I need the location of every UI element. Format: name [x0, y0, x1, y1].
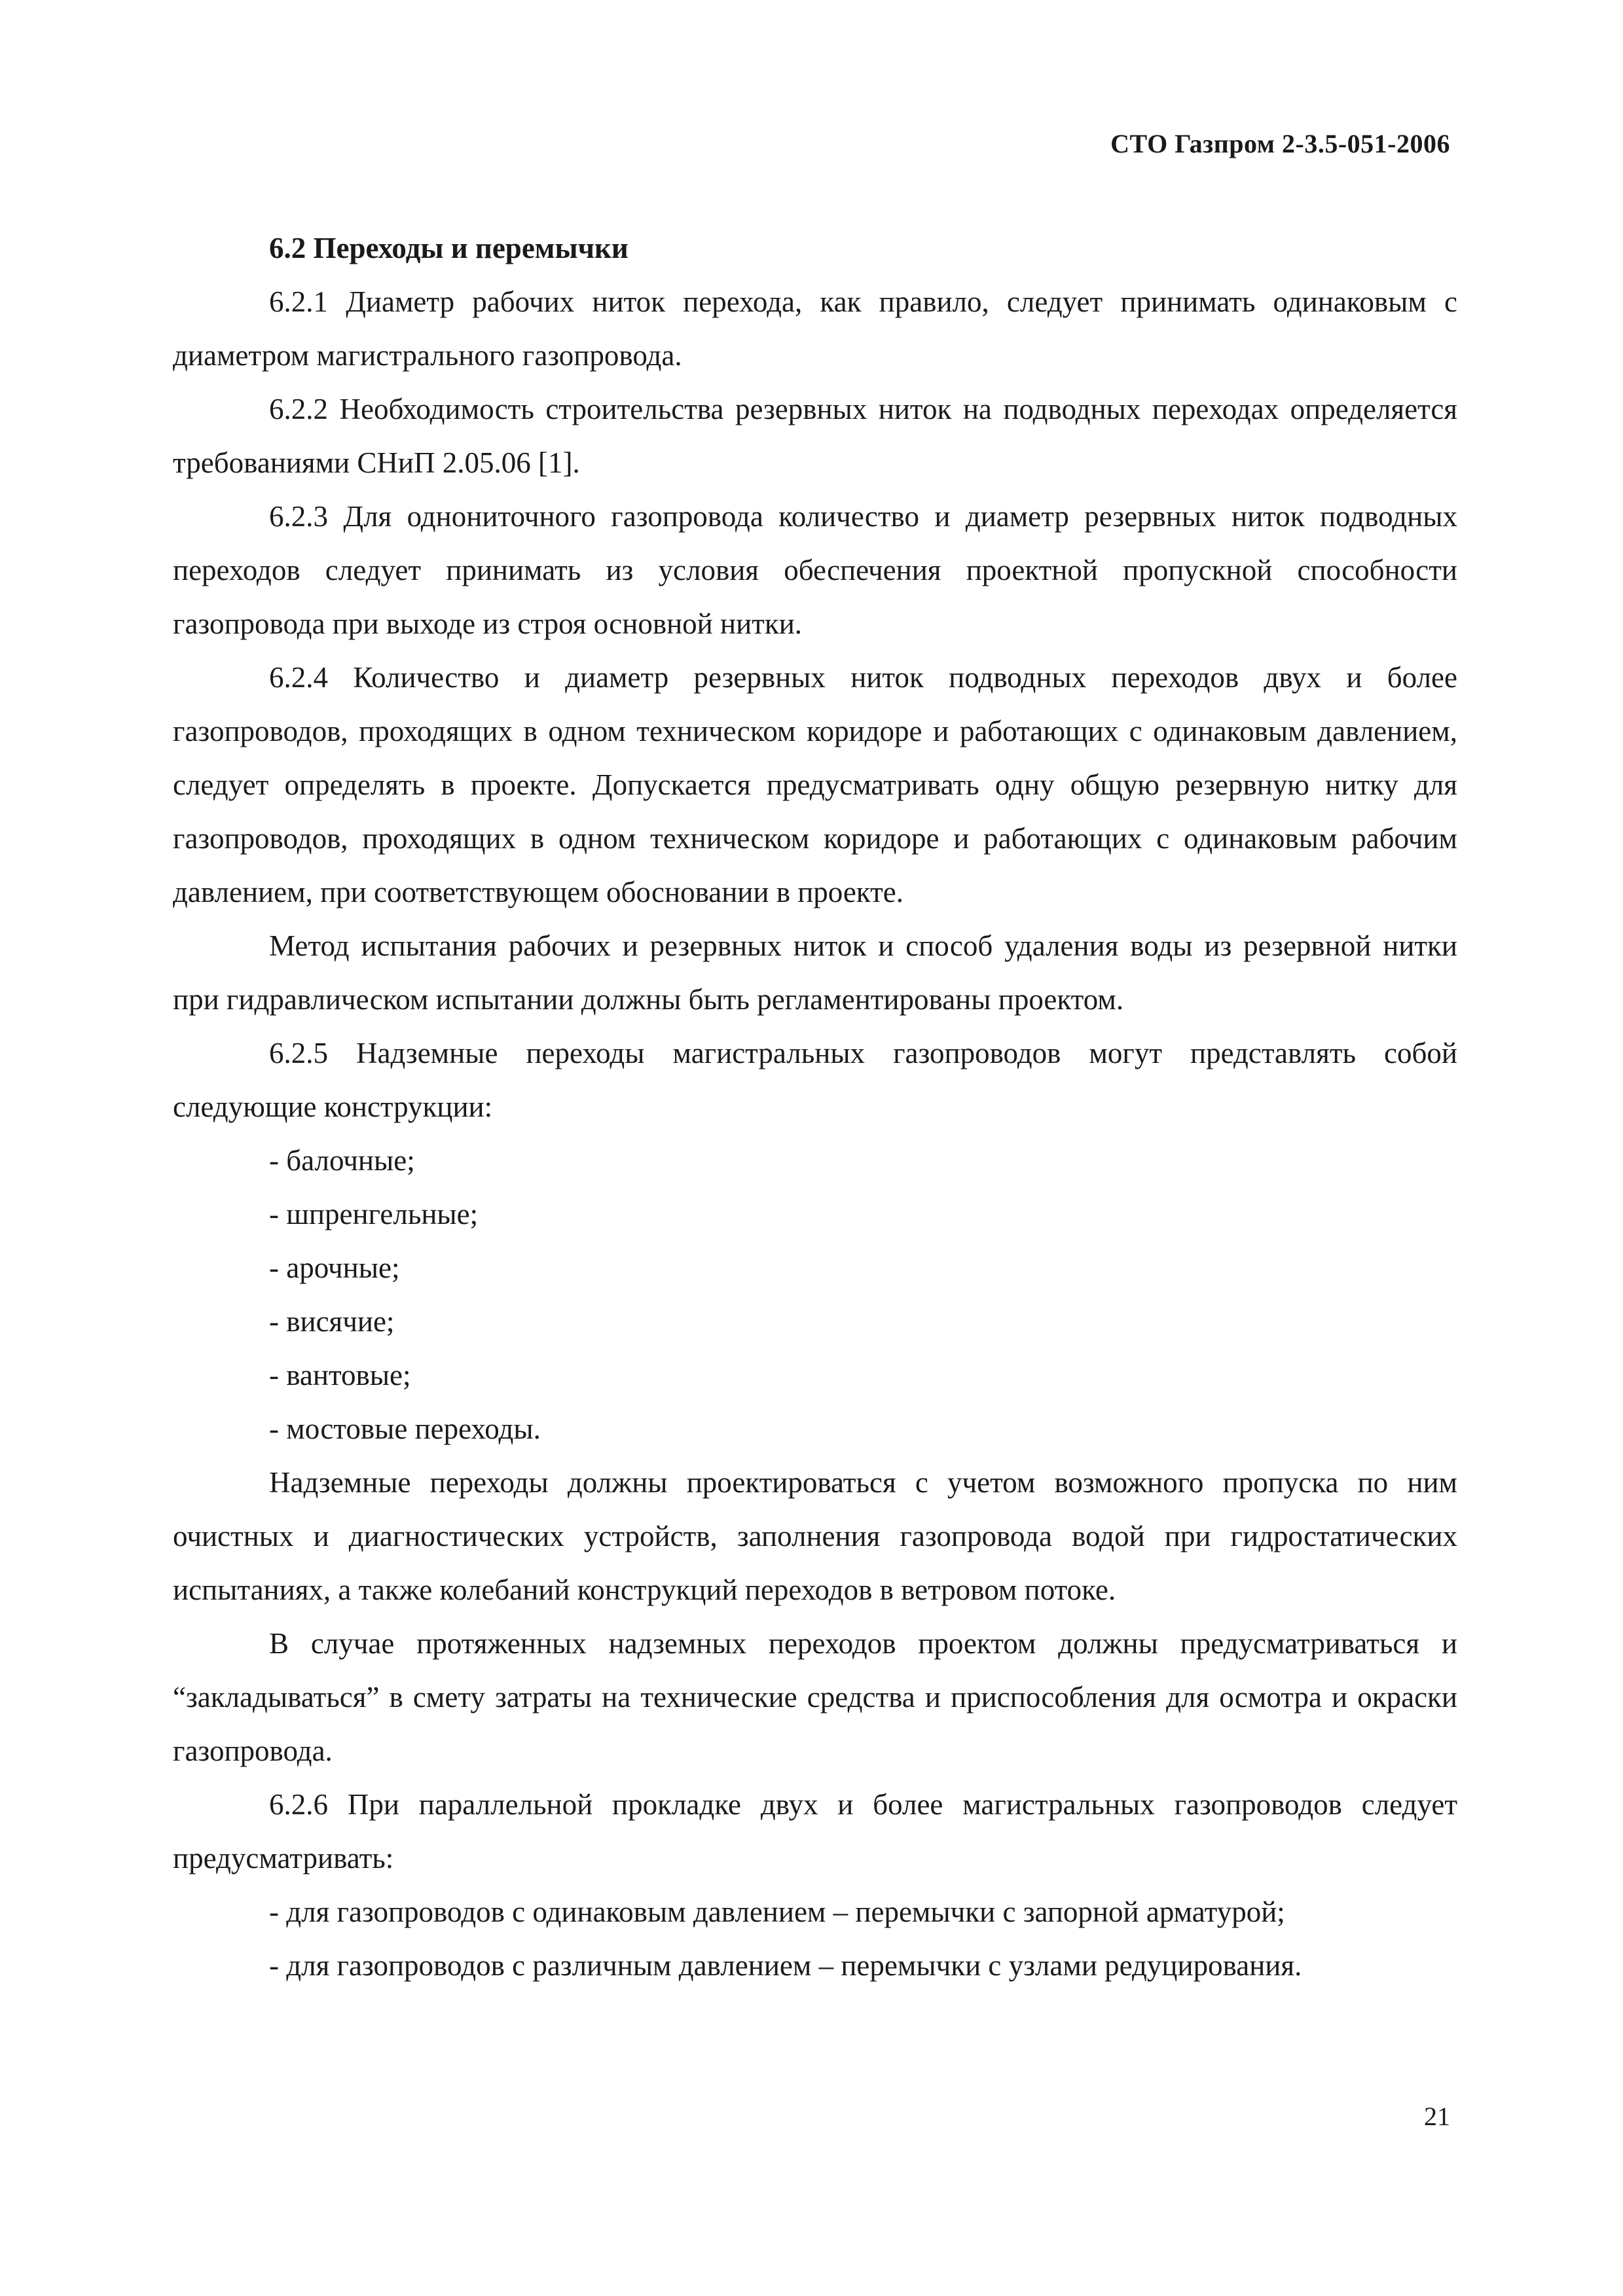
list-item-construction: - мостовые переходы.: [269, 1412, 541, 1445]
paragraph-aboveground-design: Надземные переходы должны проектироваться с учетом возможного пропуска по ним очистных и диагностических устройств, заполнения газопровода водой при гидростатических испытаниях, а также колебаний конструкций переходов в ветровом потоке.: [173, 1466, 1457, 1606]
page-content: [173, 221, 1457, 1992]
paragraph-long-crossings: В случае протяженных надземных переходов проектом должны предусматриваться и “закладываться” в смету затраты на технические средства и приспособления для осмотра и окраски газопровода.: [173, 1627, 1457, 1767]
section-heading: 6.2 Переходы и перемычки: [269, 232, 629, 264]
list-item-construction: - висячие;: [269, 1305, 395, 1338]
paragraph-6-2-5: 6.2.5 Надземные переходы магистральных газопроводов могут представлять собой следующие конструкции:: [173, 1037, 1457, 1123]
list-item-construction: - шпренгельные;: [269, 1198, 479, 1230]
list-item-construction: - балочные;: [269, 1144, 415, 1177]
list-item-jumper: - для газопроводов с одинаковым давлением – перемычки с запорной арматурой;: [269, 1895, 1285, 1928]
paragraph-6-2-4: 6.2.4 Количество и диаметр резервных ниток подводных переходов двух и более газопроводов, проходящих в одном техническом коридоре и работающих с одинаковым давлением, следует определять в проекте. Допускается предусматривать одну общую резервную нитку для газопроводов, проходящих в одном техническом коридоре и работающих с одинаковым рабочим давлением, при соответствующем обосновании в проекте.: [173, 661, 1457, 908]
paragraph-6-2-1: 6.2.1 Диаметр рабочих ниток перехода, как правило, следует принимать одинаковым с диаметром магистрального газопровода.: [173, 285, 1457, 372]
list-item-construction: - вантовые;: [269, 1359, 411, 1391]
paragraph-6-2-2: 6.2.2 Необходимость строительства резервных ниток на подводных переходах определяется требованиями СНиП 2.05.06 [1].: [173, 393, 1457, 479]
paragraph-6-2-3: 6.2.3 Для однониточного газопровода количество и диаметр резервных ниток подводных переходов следует принимать из условия обеспечения проектной пропускной способности газопровода при выходе из строя основной нитки.: [173, 500, 1457, 640]
paragraph-6-2-6: 6.2.6 При параллельной прокладке двух и более магистральных газопроводов следует предусматривать:: [173, 1788, 1457, 1874]
document-code-header: СТО Газпром 2-3.5-051-2006: [1110, 129, 1450, 158]
page-number: 21: [1424, 2102, 1450, 2131]
list-item-construction: - арочные;: [269, 1251, 400, 1284]
paragraph-test-method: Метод испытания рабочих и резервных ниток и способ удаления воды из резервной нитки при гидравлическом испытании должны быть регламентированы проектом.: [173, 929, 1457, 1016]
list-item-jumper: - для газопроводов с различным давлением – перемычки с узлами редуцирования.: [269, 1949, 1302, 1982]
